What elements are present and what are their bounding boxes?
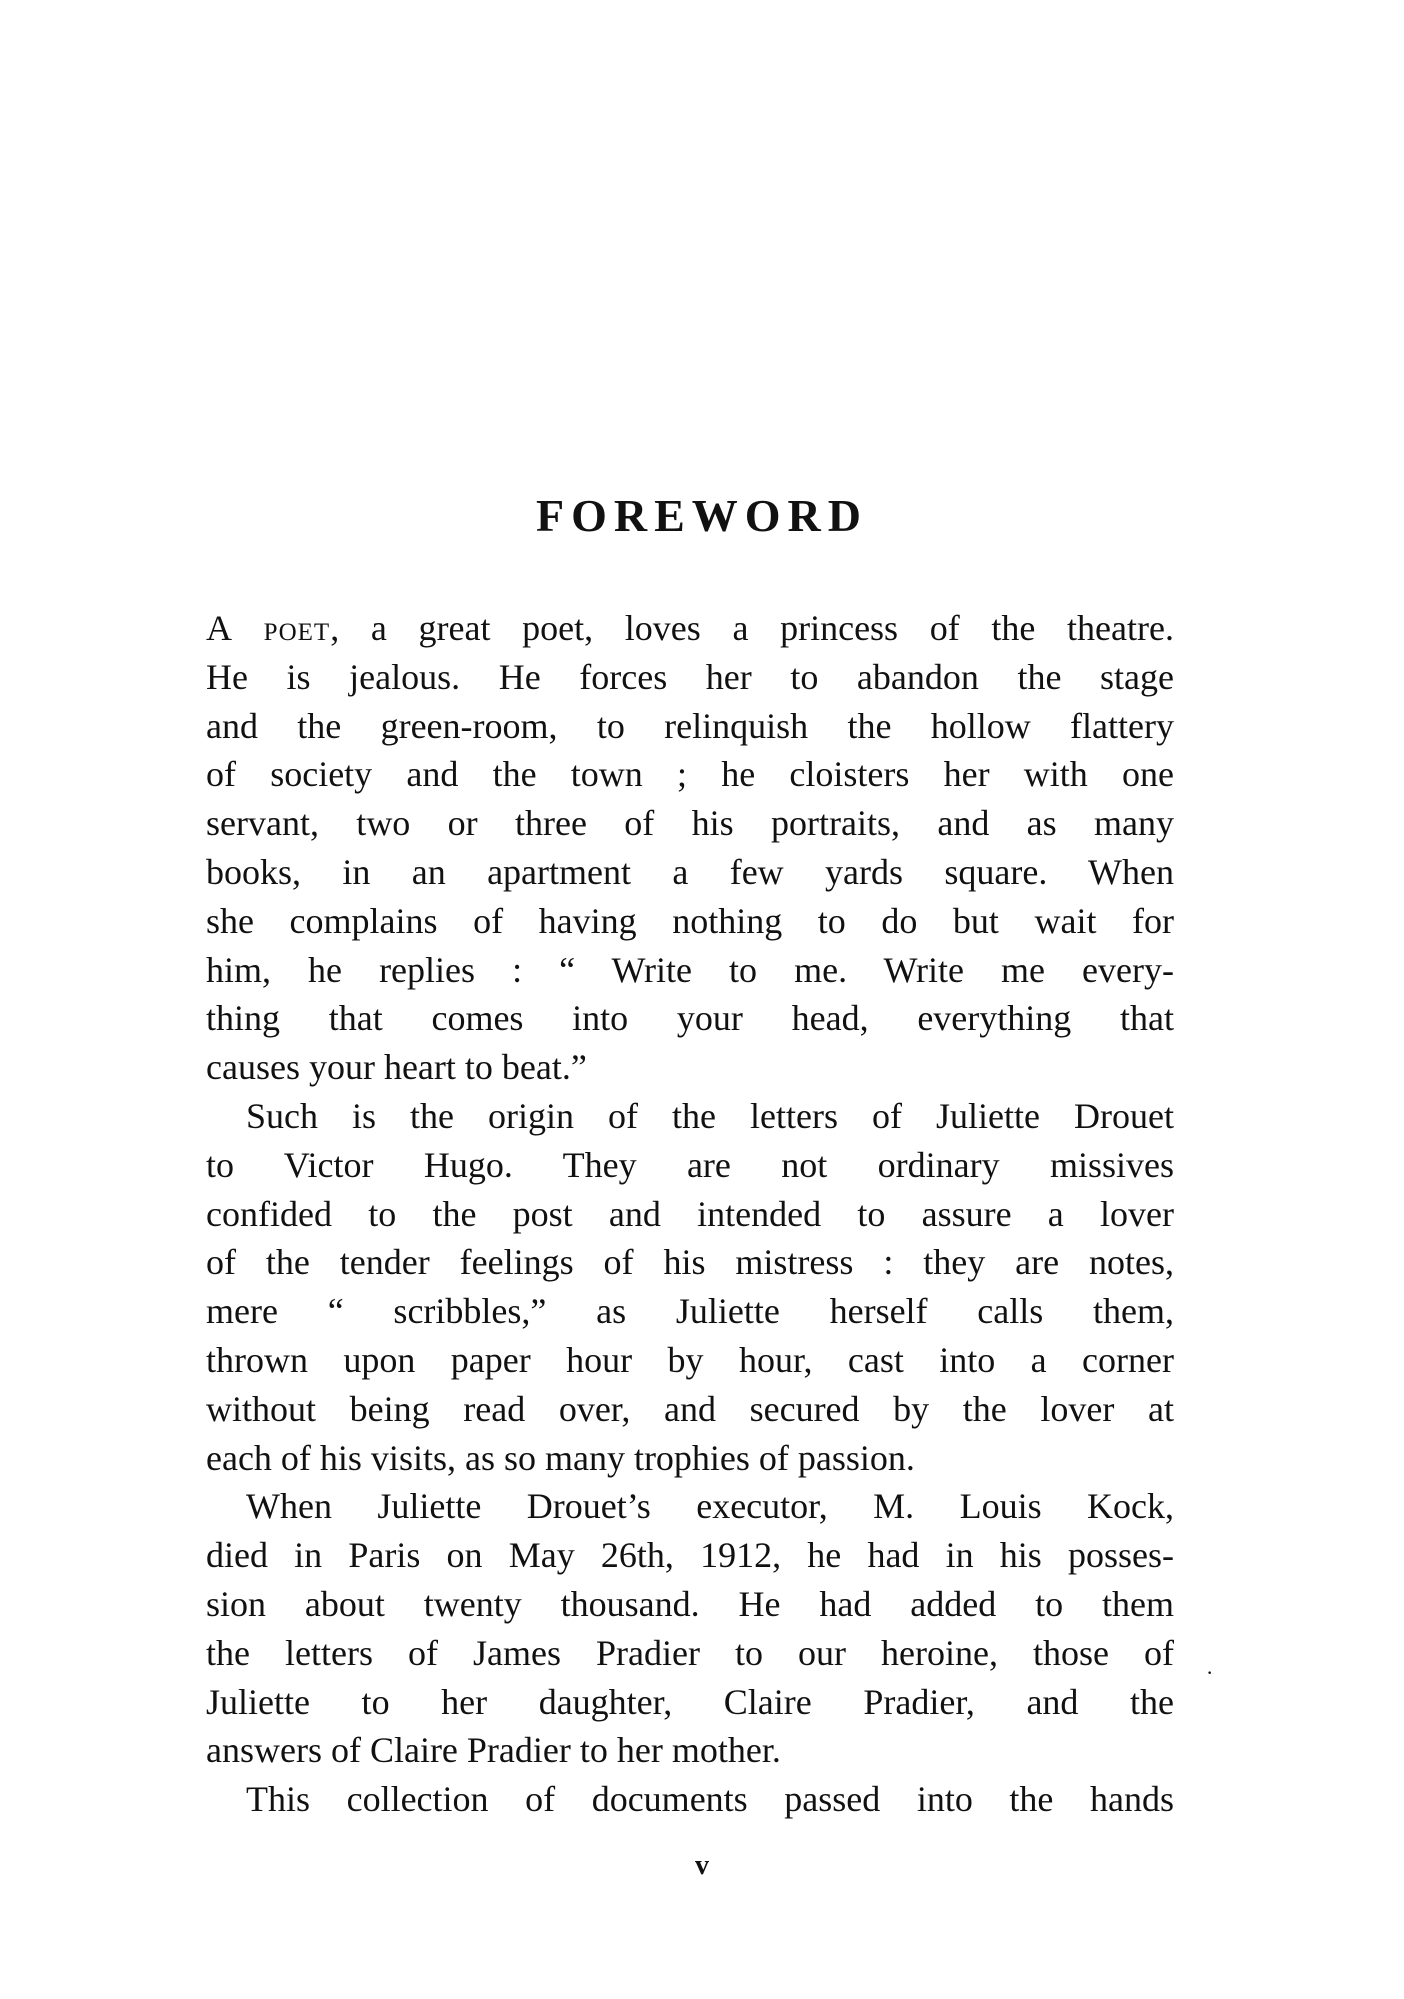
text-line: causes your heart to beat.”: [206, 1047, 587, 1088]
text-line: the letters of James Pradier to our heroine, those of: [206, 1632, 1174, 1673]
text-line: When Juliette Drouet’s executor, M. Louis Kock,: [246, 1486, 1174, 1527]
text-line: Such is the origin of the letters of Juliette Drouet: [246, 1095, 1174, 1136]
text-line-content: , a great poet, loves a princess of the theatre.: [330, 608, 1174, 648]
text-line: thing that comes into your head, everything that: [206, 998, 1174, 1039]
text-line: of the tender feelings of his mistress : they are notes,: [206, 1242, 1174, 1283]
text-line: him, he replies : “ Write to me. Write me every-: [206, 949, 1174, 990]
text-line: sion about twenty thousand. He had added to them: [206, 1583, 1174, 1624]
text-line: Juliette to her daughter, Claire Pradier, and the: [206, 1681, 1174, 1722]
text-line: died in Paris on May 26th, 1912, he had in his posses-: [206, 1535, 1174, 1576]
text-line: without being read over, and secured by the lover at: [206, 1388, 1174, 1429]
text-line: each of his visits, as so many trophies of passion.: [206, 1437, 915, 1478]
text-line: answers of Claire Pradier to her mother.: [206, 1730, 781, 1771]
text-line: servant, two or three of his portraits, and as many: [206, 803, 1174, 844]
text-line: she complains of having nothing to do but wait for: [206, 900, 1174, 941]
text-line: of society and the town ; he cloisters her with one: [206, 754, 1174, 795]
text-line: confided to the post and intended to assure a lover: [206, 1193, 1174, 1234]
text-line: mere “ scribbles,” as Juliette herself calls them,: [206, 1291, 1174, 1332]
chapter-heading: FOREWORD: [536, 490, 868, 541]
body-text: [206, 604, 1174, 1824]
text-line: This collection of documents passed into the hands: [246, 1779, 1174, 1820]
text-line: books, in an apartment a few yards square. When: [206, 851, 1174, 892]
text-line: and the green-room, to relinquish the hollow flattery: [206, 705, 1174, 746]
text-line: to Victor Hugo. They are not ordinary missives: [206, 1144, 1174, 1185]
small-caps-lead: A poet: [206, 608, 331, 648]
margin-mark: ·: [1206, 1660, 1214, 1685]
text-line: thrown upon paper hour by hour, cast into a corner: [206, 1339, 1174, 1380]
text-line: He is jealous. He forces her to abandon the stage: [206, 656, 1174, 697]
text-line: [206, 604, 1174, 653]
page-number: v: [695, 1850, 709, 1881]
